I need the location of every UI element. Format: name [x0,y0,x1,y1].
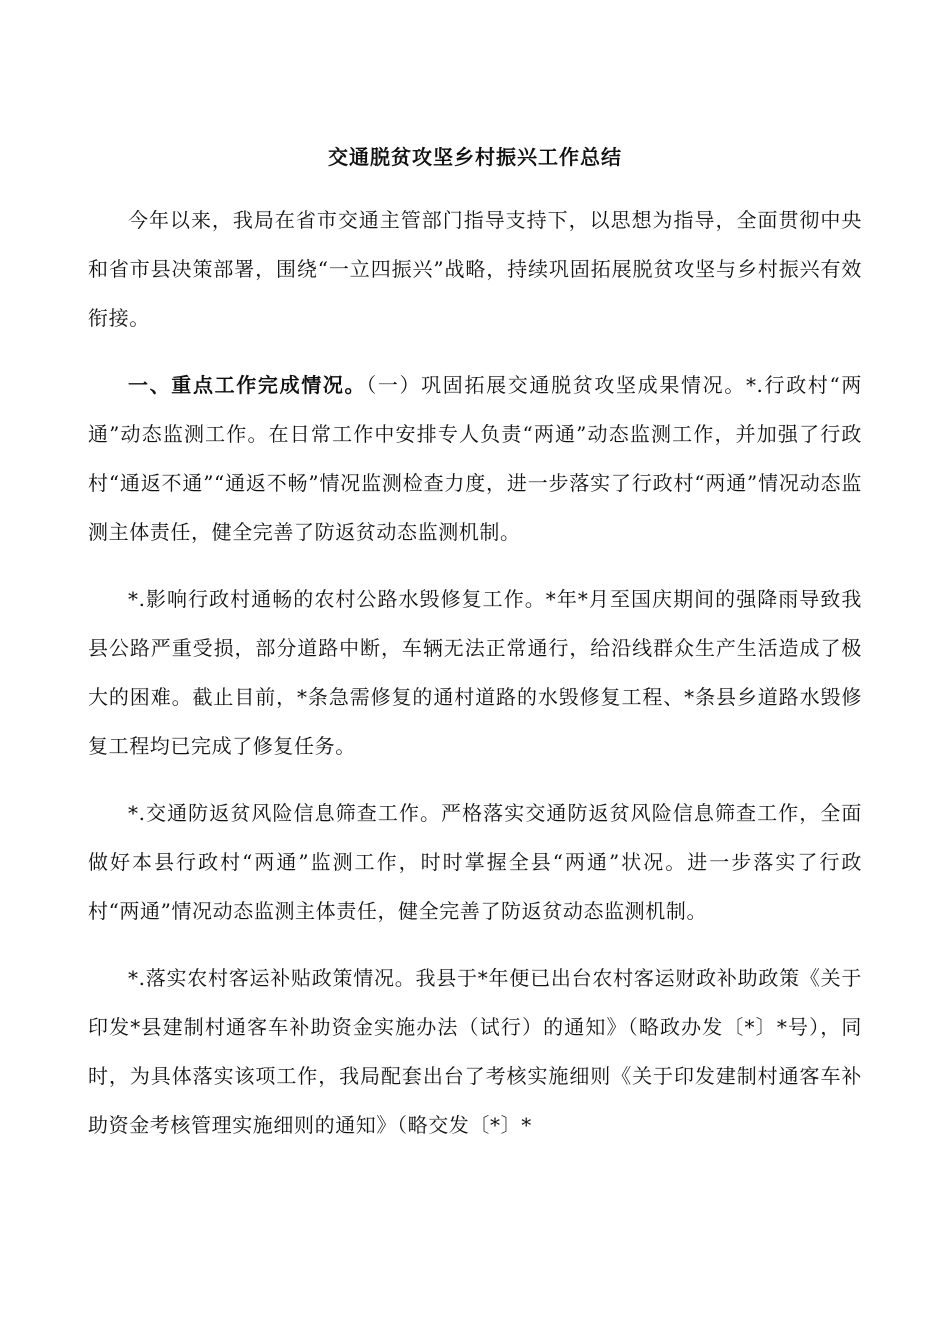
paragraph-flood-repair [88,575,862,771]
paragraph-intro [88,196,862,343]
paragraph-subsidy-policy [88,954,862,1150]
paragraph-text: *.交通防返贫风险信息筛查工作。严格落实交通防返贫风险信息筛查工作，全面做好本县行政村“两通”监测工作，时时掌握全县“两通”状况。进一步落实了行政村“两通”情况动态监测主体责任，健全完善了防返贫动态监测机制。 [88,801,862,923]
paragraph-text: *.落实农村客运补贴政策情况。我县于*年便已出台农村客运财政补助政策《关于印发*县建制村通客车补助资金实施办法（试行）的通知》（略政办发〔*〕*号），同时，为具体落实该项工作，我局配套出台了考核实施细则《关于印发建制村通客车补助资金考核管理实施细则的通知》（略交发〔*〕* [88,966,862,1137]
paragraph-risk-screening [88,789,862,936]
paragraph-text: *.影响行政村通畅的农村公路水毁修复工作。*年*月至国庆期间的强降雨导致我县公路严重受损，部分道路中断，车辆无法正常通行，给沿线群众生产生活造成了极大的困难。截止目前，*条急需修复的通村道路的水毁修复工程、*条县乡道路水毁修复工程均已完成了修复任务。 [88,587,862,758]
paragraph-section-one [88,361,862,557]
paragraph-text: 今年以来，我局在省市交通主管部门指导支持下，以思想为指导，全面贯彻中央和省市县决策部署，围绕“一立四振兴”战略，持续巩固拓展脱贫攻坚与乡村振兴有效衔接。 [88,208,862,330]
document-title: 交通脱贫攻坚乡村振兴工作总结 [328,145,622,169]
document-body [88,196,862,1168]
paragraph-text: （一）巩固拓展交通脱贫攻坚成果情况。*.行政村“两通”动态监测工作。在日常工作中安排专人负责“两通”动态监测工作，并加强了行政村“通返不通”“通返不畅”情况监测检查力度，进一步落实了行政村“两通”情况动态监测主体责任，健全完善了防返贫动态监测机制。 [88,373,862,544]
section-heading: 一、重点工作完成情况。 [128,373,367,397]
